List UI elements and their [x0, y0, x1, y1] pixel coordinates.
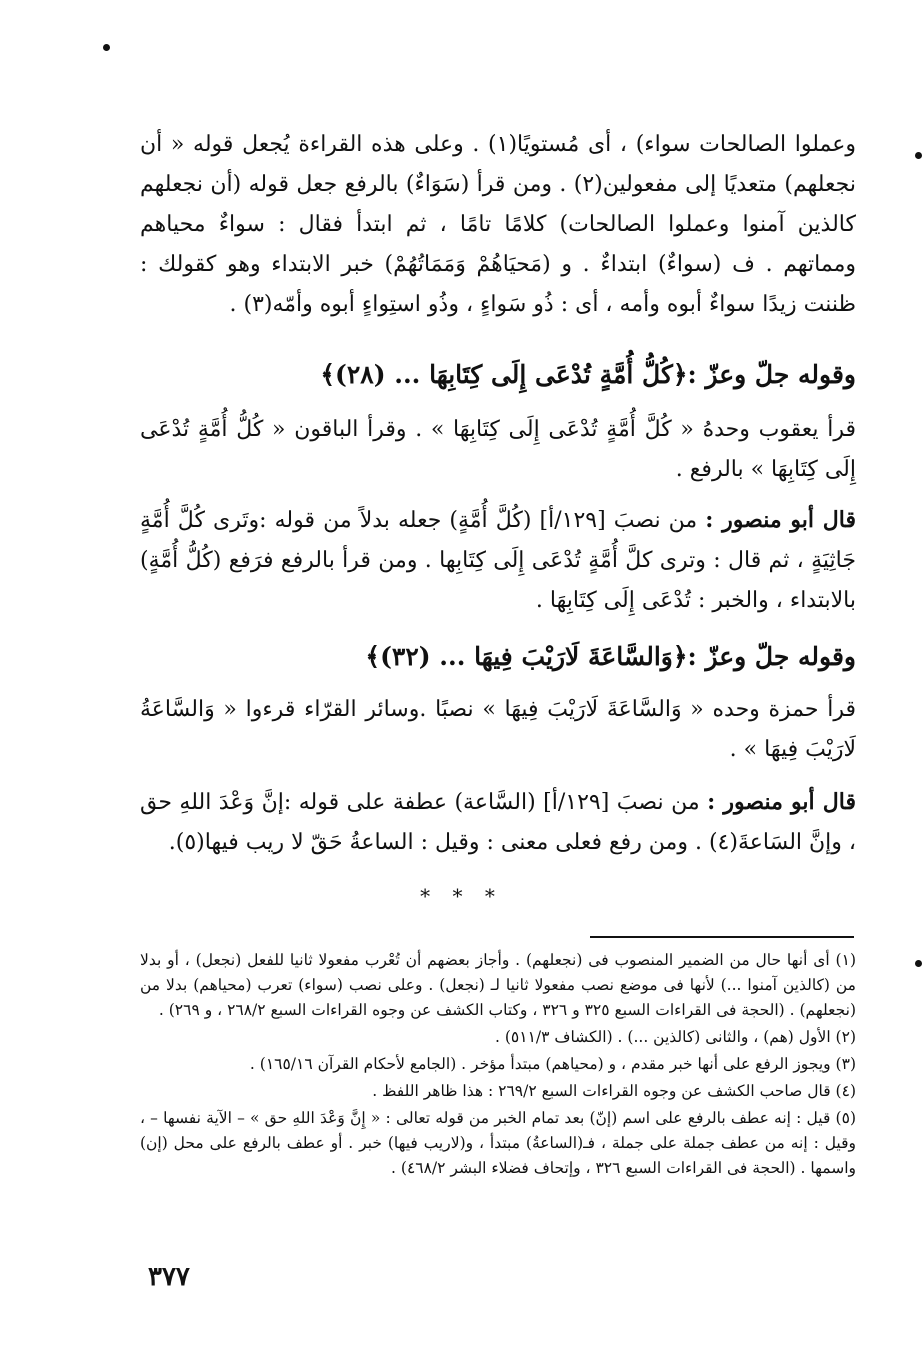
verse-heading-28: وقوله جلّ وعزّ :﴿كُلُّ أُمَّةٍ تُدْعَى إِلَى كِتَابِهَا ... (٢٨)﴾ [320, 360, 856, 389]
paragraph-5 [140, 782, 856, 863]
footnote-1: (١) أى أنها حال من الضمير المنصوب فى (نجعلهم) . وأجاز بعضهم أن تُعْرب مفعولا ثانيا للفعل (نجعل) ، أو بدلا من (كالذين آمنوا ...) لأنها فى موضع نصب مفعولا ثانيا لـ (نجعل) . وعلى نصب (سواء) تعرب (محياهم) بدلا من (نجعلهم) . (الحجة فى القراءات السبع ٣٢٥ و ٣٢٦ ، وكتاب الكشف عن وجوه القراءات السبع ٢٦٨/٢ ، و ٢٦٩) . [140, 951, 856, 1019]
footnote-2: (٢) الأول (هم) ، والثانى (كالذين ...) . (الكشاف ٥١١/٣) . [495, 1028, 856, 1046]
paragraph-text: قرأ يعقوب وحدهُ « كُلَّ أُمَّةٍ تُدْعَى إِلَى كِتَابِهَا » . وقرأ الباقون « كُلُّ أُمَّةٍ تُدْعَى إِلَى كِتَابِهَا » بالرفع . [140, 417, 856, 482]
paragraph-text: من نصبَ [١٢٩/أ] (السَّاعة) عطفة على قوله :إنَّ وَعْدَ اللهِ حق ، وإنَّ السَاعةَ(٤) . ومن رفع فعلى معنى : وقيل : الساعةُ حَقّ لا ريب فيها(٥). [140, 790, 856, 855]
author-lead: قال أبو منصور : [705, 507, 856, 533]
verse-heading-32: وقوله جلّ وعزّ :﴿وَالسَّاعَةَ لَارَيْبَ فِيهَا ... (٣٢)﴾ [365, 642, 856, 671]
footnote-3: (٣) ويجوز الرفع على أنها خبر مقدم ، و (محياهم) مبتدأ مؤخر . (الجامع لأحكام القرآن ١٦٥/١٦) . [249, 1055, 856, 1073]
footnote-rule [590, 936, 854, 938]
page-speck [915, 960, 922, 967]
footnote-5: (٥) قيل : إنه عطف بالرفع على اسم (إنّ) بعد تمام الخبر من قوله تعالى : « إِنَّ وَعْدَ اللهِ حق » – الآية نفسها – ، وقيل : إنه من عطف جملة على جملة ، فـ(الساعةُ) مبتدأ ، و(لاريب فيها) خبر . أو عطف بالرفع على محل (إن) واسمها . (الحجة فى القراءات السبع ٣٢٦ ، وإتحاف فضلاء البشر ٤٦٨/٢) . [140, 1109, 856, 1177]
page-speck [915, 152, 922, 159]
paragraph-3 [140, 500, 856, 621]
footnote-4: (٤) قال صاحب الكشف عن وجوه القراءات السبع ٢٦٩/٢ : هذا ظاهر اللفظ . [372, 1082, 856, 1100]
paragraph-2 [140, 410, 856, 490]
page-number: ٣٧٧ [148, 1262, 190, 1292]
paragraph-4 [140, 690, 856, 770]
paragraph-text: وعملوا الصالحات سواء) ، أى مُستويًا(١) . وعلى هذه القراءة يُجعل قوله « أن نجعلهم) متعديًا إلى مفعولين(٢) . ومن قرأ (سَوَاءٌ) بالرفع جعل قوله (أن نجعلهم كالذين آمنوا وعملوا الصالحات) كلامًا تامًا ، ثم ابتدأ فقال : سواءٌ محياهم ومماتهم . ف (سواءٌ) ابتداءٌ . و (مَحيَاهُمْ وَمَمَاتُهُمْ) خبر الابتداء وهو كقولك : ظننت زيدًا سواءٌ أبوه وأمه ، أى : ذُو سَواءٍ ، وذُو استِواءٍ أبوه وأمّه(٣) . [140, 132, 856, 317]
paragraph-1 [140, 125, 856, 325]
page-speck [103, 44, 110, 51]
author-lead: قال أبو منصور : [707, 789, 856, 815]
section-separator: * * * [420, 884, 503, 908]
paragraph-text: من نصبَ [١٢٩/أ] (كُلَّ أُمَّةٍ) جعله بدلاً من قوله :وتَرى كُلَّ أُمَّةٍ جَاثِيَةٍ ، ثم قال : وترى كلَّ أُمَّةٍ تُدْعَى إِلَى كِتَابِها . ومن قرأ بالرفع فرَفع (كُلُّ أُمَّةٍ) بالابتداء ، والخبر : تُدْعَى إِلَى كِتَابِهَا . [140, 508, 856, 613]
footnotes [140, 948, 856, 1183]
paragraph-text: قرأ حمزة وحده « وَالسَّاعَةَ لَارَيْبَ فِيهَا » نصبًا .وسائر القرّاء قرءوا « وَالسَّاعَةُ لَارَيْبَ فِيهَا » . [140, 697, 856, 762]
